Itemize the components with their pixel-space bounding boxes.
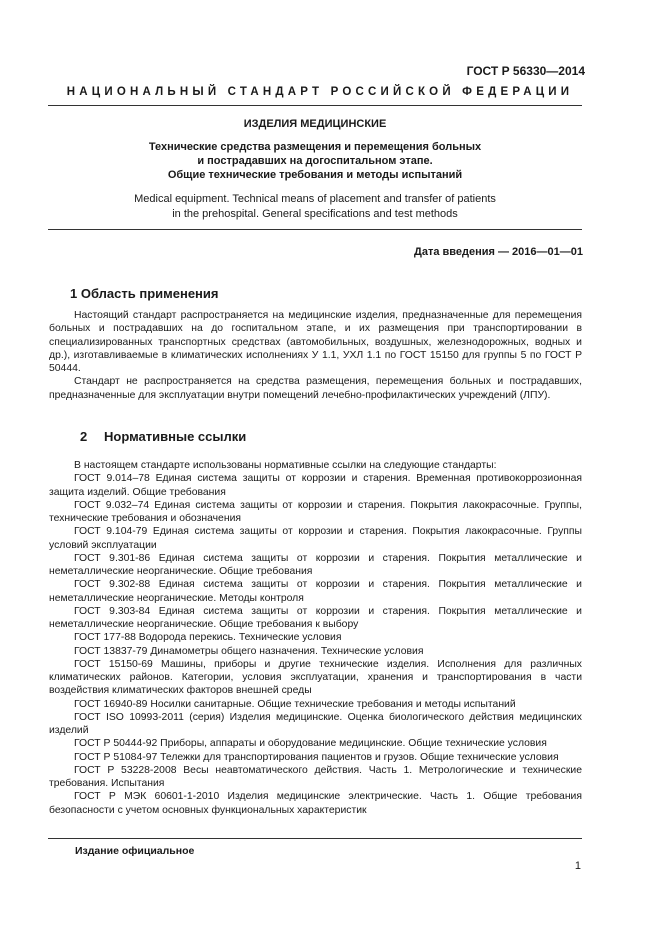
section-1-paragraph-2: Стандарт не распространяется на средства размещения, перемещения больных и пострадавших, предназначенные для эксплуатации внутри помещений лечебно-профилактических учреждений (ЛПУ). [49, 376, 582, 401]
title-divider [48, 229, 582, 230]
header-divider [48, 105, 582, 106]
reference-item: ГОСТ Р 53228-2008 Весы неавтоматического действия. Часть 1. Метрологические и технические требования. Испытания [49, 764, 582, 789]
reference-item: ГОСТ Р 51084-97 Тележки для транспортирования пациентов и грузов. Общие технические условия [74, 751, 559, 763]
section-2-heading [80, 429, 246, 444]
section-2-title: Нормативные ссылки [104, 429, 247, 444]
section-2-number: 2 [80, 429, 88, 444]
official-edition-label: Издание официальное [75, 845, 195, 857]
reference-item: ГОСТ 9.302-88 Единая система защиты от коррозии и старения. Покрытия металлические и неметаллические неорганические. Методы контроля [49, 579, 582, 604]
reference-item: ГОСТ 13837-79 Динамометры общего назначения. Технические условия [74, 645, 424, 657]
subtitle-ru-line-1: Технические средства размещения и перемещения больных [148, 141, 482, 153]
subtitle-en-line-1: Medical equipment. Technical means of placement and transfer of patients [134, 193, 496, 205]
section-2-body [49, 459, 582, 817]
document-subtitle-en [80, 192, 550, 222]
reference-item: ГОСТ 16940-89 Носилки санитарные. Общие технические требования и методы испытаний [74, 698, 516, 710]
page-number: 1 [574, 860, 581, 872]
section-1-paragraph-1: Настоящий стандарт распространяется на медицинские изделия, предназначенные для перемещения больных и пострадавших на до госпитальном этапе, и их размещения при транспортировании в специализированных транспортных средствах (автомобильных, воздушных, железнодорожных, водных и др.), изготавливаемые в климатических исполнениях У 1.1, УХЛ 1.1 по ГОСТ 15150 для группы 5 по ГОСТ Р 50444. [49, 310, 582, 374]
introduction-date: Дата введения — 2016—01—01 [414, 246, 583, 258]
reference-item: ГОСТ 9.014–78 Единая система защиты от коррозии и старения. Временная противокоррозионная защита изделий. Общие требования [49, 473, 582, 498]
document-title: ИЗДЕЛИЯ МЕДИЦИНСКИЕ [243, 118, 387, 130]
national-standard-banner: НАЦИОНАЛЬНЫЙ СТАНДАРТ РОССИЙСКОЙ ФЕДЕРАЦИИ [66, 86, 574, 98]
subtitle-ru-line-2: и пострадавших на догоспитальном этапе. [197, 155, 433, 167]
subtitle-en-line-2: in the prehospital. General specifications and test methods [172, 208, 458, 220]
section-1-heading: 1 Область применения [70, 286, 219, 301]
document-number: ГОСТ Р 56330—2014 [466, 64, 585, 78]
reference-item: ГОСТ 9.032–74 Единая система защиты от коррозии и старения. Покрытия лакокрасочные. Группы, технические требования и обозначения [49, 499, 582, 524]
reference-item: ГОСТ 9.303-84 Единая система защиты от коррозии и старения. Покрытия металлические и неметаллические неорганические. Общие требования к выбору [49, 605, 582, 630]
reference-item: ГОСТ 9.104-79 Единая система защиты от коррозии и старения. Покрытия лакокрасочные. Группы условий эксплуатации [49, 526, 582, 551]
footer-divider [48, 838, 582, 839]
reference-item: ГОСТ Р МЭК 60601-1-2010 Изделия медицинские электрические. Часть 1. Общие требования безопасности с учетом основных функциональных характеристик [49, 791, 582, 816]
subtitle-ru-line-3: Общие технические требования и методы испытаний [167, 169, 463, 181]
section-1-body [49, 309, 582, 402]
reference-item: ГОСТ ISO 10993-2011 (серия) Изделия медицинские. Оценка биологического действия медицинских изделий [49, 711, 582, 736]
reference-item: ГОСТ 9.301-86 Единая система защиты от коррозии и старения. Покрытия металлические и неметаллические неорганические. Общие требования [49, 552, 582, 577]
reference-item: В настоящем стандарте использованы нормативные ссылки на следующие стандарты: [74, 460, 497, 471]
reference-item: ГОСТ 15150-69 Машины, приборы и другие технические изделия. Исполнения для различных климатических районов. Категории, условия эксплуатации, хранения и транспортирования в части воздействия климатических факторов внешней среды [49, 658, 582, 697]
reference-item: ГОСТ Р 50444-92 Приборы, аппараты и оборудование медицинские. Общие технические условия [74, 738, 547, 750]
document-subtitle-ru [80, 140, 550, 182]
reference-item: ГОСТ 177-88 Водорода перекись. Технические условия [74, 632, 342, 644]
